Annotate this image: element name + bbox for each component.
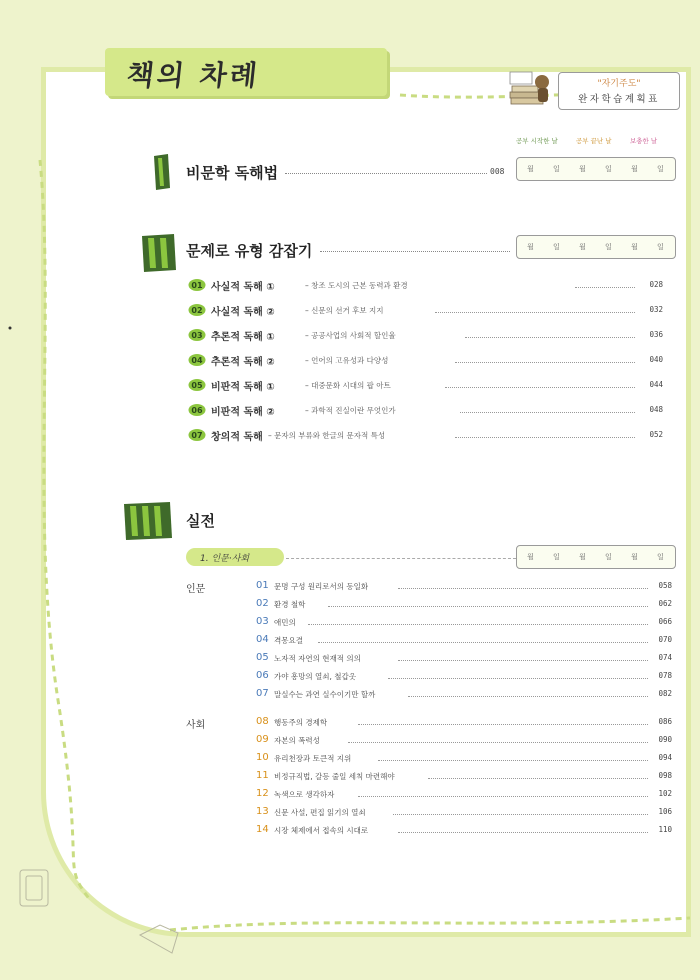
type-row[interactable]: 07 창의적 독해 – 문자의 부류와 한글의 문자적 특성 052 [188, 428, 663, 444]
number-badge-icon [188, 303, 206, 317]
book-stack-icon [508, 66, 552, 108]
list-item[interactable]: 13 신문 사설, 편집 읽기의 열쇠 106 [256, 806, 672, 817]
legend-end: 공부 끝난 날 [576, 137, 612, 145]
list-item[interactable]: 07 말실수는 과연 실수이기만 할까 082 [256, 688, 672, 699]
number-badge-icon [188, 278, 206, 292]
list-item[interactable]: 06 가야 흥망의 열쇠, 철갑옷 078 [256, 670, 672, 681]
section-1-date-tracker[interactable]: 월 일 월 일 월 일 [516, 157, 676, 181]
section-2-title: 문제로 유형 감잡기 [186, 242, 313, 260]
section-1-leader [285, 173, 487, 174]
type-row[interactable]: 03 추론적 독해 ① – 공공사업의 사회적 할인율 036 [188, 328, 663, 344]
svg-text:02: 02 [191, 306, 203, 315]
list-item[interactable]: 04 격몽요결 070 [256, 634, 672, 645]
legend-review: 보충한 날 [630, 137, 658, 145]
plan-subtitle: "자기주도" [597, 79, 641, 89]
svg-text:06: 06 [191, 406, 203, 415]
section-3-date-tracker[interactable]: 월 일 월 일 월 일 [516, 545, 676, 569]
list-item[interactable]: 03 애민의 066 [256, 616, 672, 627]
list-item[interactable]: 14 시장 체제에서 접속의 시대로 110 [256, 824, 672, 835]
section-1-icon [150, 152, 174, 192]
toc-title: 책의 차례 [125, 59, 262, 92]
plan-main-label: 완자학습계획표 [578, 94, 660, 105]
type-row[interactable]: 04 추론적 독해 ② – 언어의 고유성과 다양성 040 [188, 353, 663, 369]
plan-card [558, 72, 680, 110]
svg-text:01: 01 [191, 281, 203, 290]
section-3-icon [122, 500, 174, 542]
type-row[interactable]: 01 사실적 독해 ① – 창조 도시의 근본 동력과 환경 028 [188, 278, 663, 294]
svg-text:05: 05 [191, 381, 203, 390]
list-item[interactable]: 02 환경 철학 062 [256, 598, 672, 609]
subsection-label: 1. 인문·사회 [200, 554, 250, 564]
number-badge-icon [188, 428, 206, 442]
section-2-icon [140, 232, 178, 274]
list-item[interactable]: 01 문명 구성 원리로서의 동일화 058 [256, 580, 672, 591]
list-item[interactable]: 11 비정규직법, 갈등 줄일 세칙 마련해야 098 [256, 770, 672, 781]
number-badge-icon [188, 353, 206, 367]
svg-text:07: 07 [191, 431, 203, 440]
type-row[interactable]: 02 사실적 독해 ② – 신문의 선거 후보 지지 032 [188, 303, 663, 319]
study-plan-label [508, 62, 688, 122]
list-item[interactable]: 09 자본의 폭력성 090 [256, 734, 672, 745]
subsection-banner [186, 545, 520, 569]
section-2-date-tracker[interactable]: 월 일 월 일 월 일 [516, 235, 676, 259]
number-badge-icon [188, 328, 206, 342]
category-society: 사회 [186, 720, 206, 731]
section-1-page: 008 [490, 167, 505, 176]
list-item[interactable]: 12 녹색으로 생각하자 102 [256, 788, 672, 799]
number-badge-icon [188, 403, 206, 417]
subsection-pill [186, 548, 284, 566]
type-row[interactable]: 05 비판적 독해 ① – 대중문화 시대의 팝 아트 044 [188, 378, 663, 394]
category-humanities: 인문 [186, 584, 206, 595]
legend-start: 공부 시작한 날 [516, 137, 558, 145]
list-item[interactable]: 05 노자적 자연의 현재적 의의 074 [256, 652, 672, 663]
number-badge-icon [188, 378, 206, 392]
list-item[interactable]: 10 유리천장과 토큰적 지위 094 [256, 752, 672, 763]
toc-title-box [105, 48, 387, 96]
section-2-leader [320, 251, 510, 252]
type-row[interactable]: 06 비판적 독해 ② – 과학적 진실이란 무엇인가 048 [188, 403, 663, 419]
section-3-title: 실전 [186, 512, 215, 530]
section-1-title: 비문학 독해법 [186, 164, 279, 182]
svg-text:04: 04 [191, 356, 203, 365]
list-item[interactable]: 08 행동주의 경제학 086 [256, 716, 672, 727]
svg-text:03: 03 [191, 331, 203, 340]
